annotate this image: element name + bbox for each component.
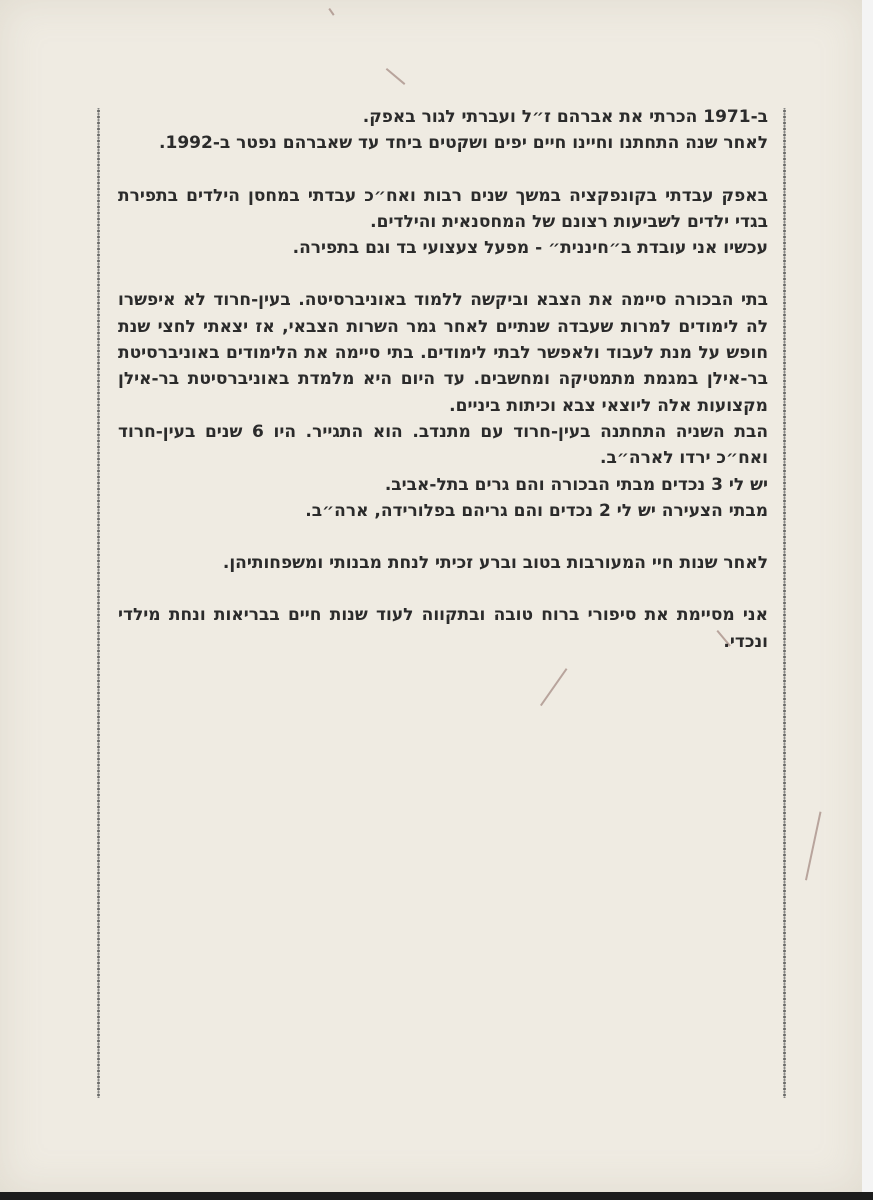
text-line: באפק עבדתי בקונפקציה במשך שנים רבות ואח״כ עבדתי במחסן הילדים בתפירת בגדי ילדים לשביעות רצונם של המחסנאית והילדים. <box>118 185 768 232</box>
decorative-border-left <box>95 108 102 1098</box>
paragraph <box>118 104 768 157</box>
paragraph <box>118 550 768 576</box>
pen-mark <box>386 68 405 85</box>
text-line: הבת השניה התחתנה בעין-חרוד עם מתנדב. הוא התגייר. היו 6 שנים בעין-חרוד ואח״כ ירדו לארה״ב. <box>118 421 768 469</box>
pen-mark <box>805 812 821 881</box>
text-line: ב-1971 הכרתי את אברהם ז״ל ועברתי לגור באפק. <box>362 107 768 127</box>
text-line: לאחר שנה התחתנו וחיינו חיים יפים ושקטים ביחד עד שאברהם נפטר ב-1992. <box>159 133 768 154</box>
text-line: עכשיו אני עובדת ב״חיננית״ - מפעל צעצועי בד וגם בתפירה. <box>292 238 768 259</box>
text-line: אני מסיימת את סיפורי ברוח טובה ובתקווה לעוד שנות חיים בבריאות ונחת מילדי ונכדי. <box>118 605 768 652</box>
scan-edge-bottom <box>0 1192 873 1200</box>
text-line: יש לי 3 נכדים מבתי הבכורה והם גרים בתל-אביב. <box>384 474 768 495</box>
paragraph <box>118 602 768 655</box>
decorative-border-right <box>781 108 788 1098</box>
pen-mark <box>329 8 335 15</box>
scan-edge-right <box>862 0 873 1200</box>
text-line: לאחר שנות חיי המעורבות בטוב וברע זכיתי לנחת מבנותי ומשפחותיהן. <box>222 553 768 574</box>
text-line: מבתי הצעירה יש לי 2 נכדים והם גריהם בפלורידה, ארה״ב. <box>305 500 768 521</box>
paragraph <box>118 287 768 524</box>
paragraph <box>118 183 768 262</box>
document-body <box>118 104 768 681</box>
text-line: בתי הבכורה סיימה את הצבא וביקשה ללמוד באוניברסיטה. בעין-חרוד לא איפשרו לה לימודים למרות שעבדה שנתיים לאחר גמר השרות הצבאי, אז יצאתי לחצי שנת חופש על מנת לעבוד ולאפשר לבתי לימודים. בתי סיימה את הלימודים באוניברסיטת בר-אילן במגמת מתמטיקה ומחשבים. עד היום היא מלמדת באוניברסיטת בר-אילן מקצועות אלה ליוצאי צבא וכיתות ביניים. <box>118 290 768 416</box>
